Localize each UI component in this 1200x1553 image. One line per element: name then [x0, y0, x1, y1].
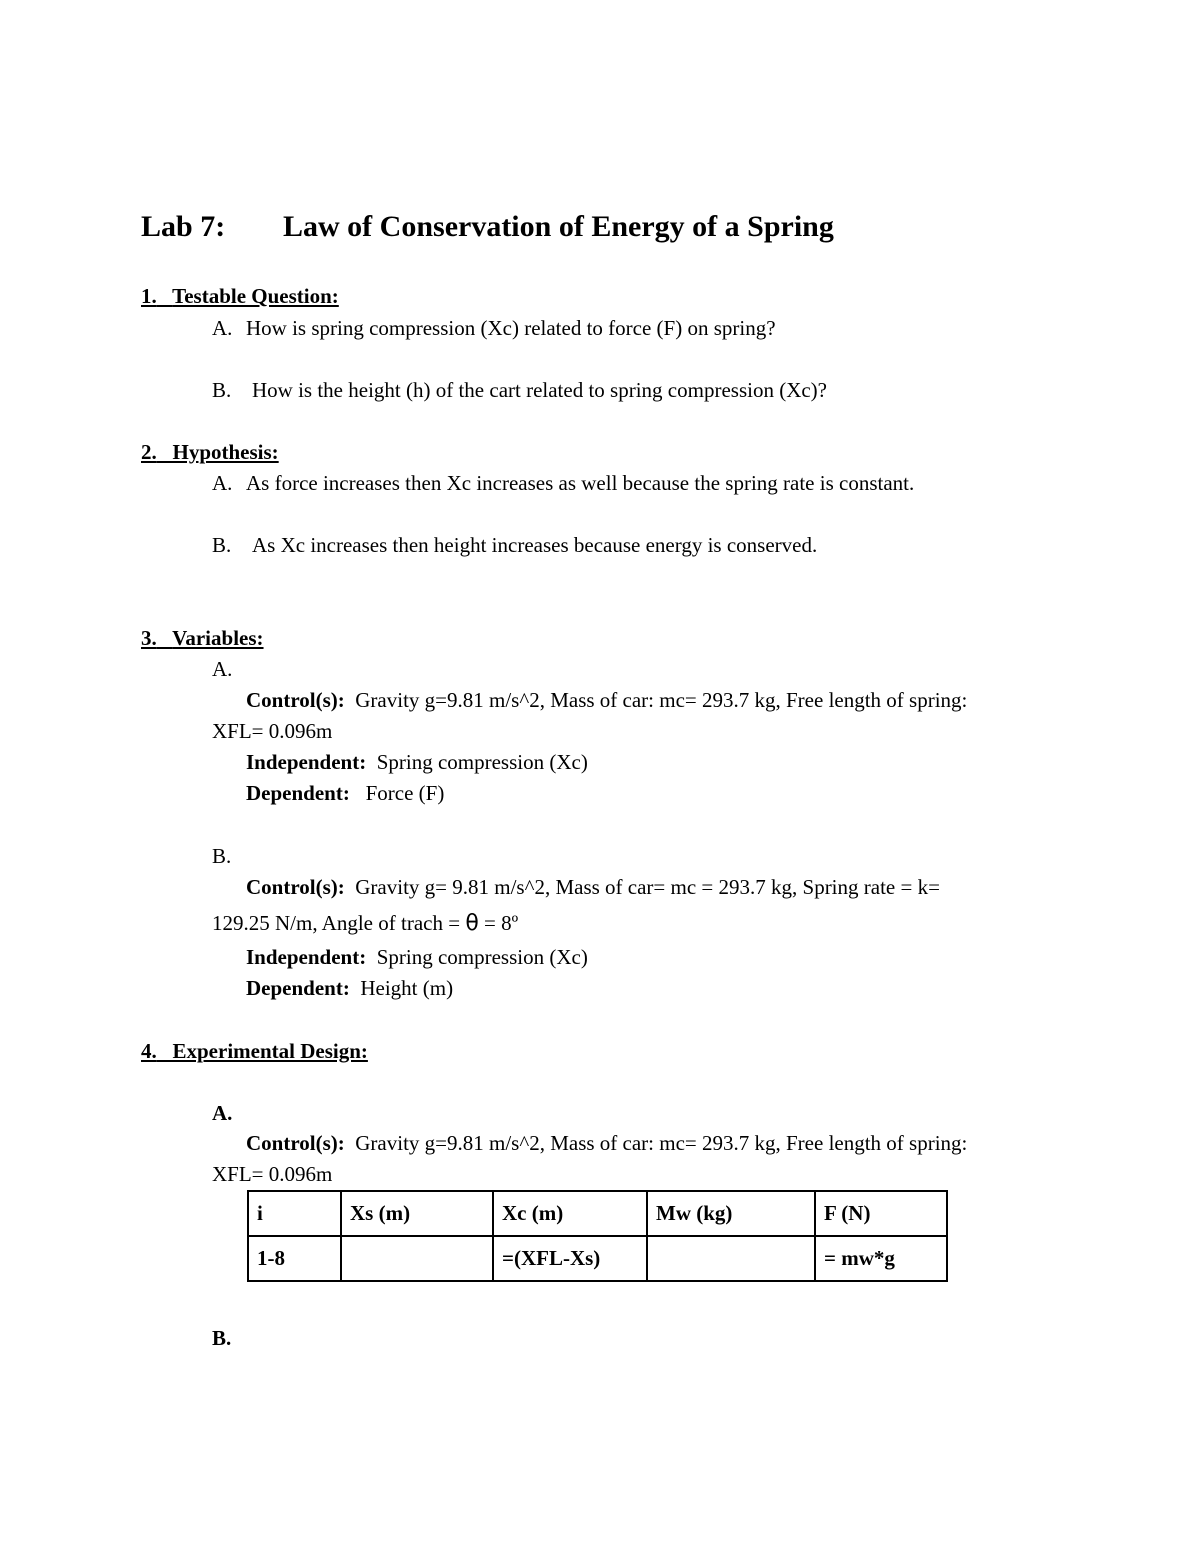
dependent-text: Height (m) — [360, 976, 454, 1000]
section-1-number: 1. — [141, 284, 157, 308]
section-4-number: 4. — [141, 1039, 157, 1063]
variables-b-control — [246, 875, 940, 900]
page-title: Law of Conservation of Energy of a Spring — [283, 210, 834, 243]
hypothesis-a-label: A. — [212, 471, 233, 495]
dependent-label: Dependent: — [246, 781, 350, 805]
question-b-label: B. — [212, 378, 232, 402]
control-text: Gravity g= 9.81 m/s^2, Mass of car= mc = 293.7 kg, Spring rate = k= — [355, 875, 940, 899]
control-label: Control(s): — [246, 688, 345, 712]
design-table — [247, 1190, 948, 1282]
table-cell — [341, 1236, 493, 1281]
dependent-text: Force (F) — [365, 781, 445, 805]
section-1-heading — [141, 284, 339, 309]
control-cont-pre: 129.25 N/m, Angle of trach = — [212, 911, 466, 935]
table-header-cell: Xc (m) — [493, 1191, 647, 1236]
theta-symbol: θ — [465, 911, 479, 936]
design-a-control-cont: XFL= 0.096m — [212, 1162, 333, 1186]
variables-b-dependent — [246, 976, 453, 1001]
question-a-label: A. — [212, 316, 233, 340]
table-cell: = mw*g — [815, 1236, 947, 1281]
table-cell: =(XFL-Xs) — [493, 1236, 647, 1281]
hypothesis-b-text: As Xc increases then height increases because energy is conserved. — [252, 533, 818, 557]
design-a-label: A. — [212, 1101, 233, 1125]
section-3-heading — [141, 626, 264, 651]
section-2-title: Hypothesis: — [172, 440, 279, 464]
independent-text: Spring compression (Xc) — [376, 945, 588, 969]
design-b-label: B. — [212, 1326, 232, 1350]
independent-label: Independent: — [246, 750, 367, 774]
control-cont-post: = 8º — [478, 911, 519, 935]
question-a-text: How is spring compression (Xc) related to force (F) on spring? — [246, 316, 776, 340]
table-cell — [647, 1236, 815, 1281]
hypothesis-a-text: As force increases then Xc increases as well because the spring rate is constant. — [246, 471, 915, 495]
section-4-heading — [141, 1039, 368, 1064]
table-row — [248, 1236, 947, 1281]
variables-a-label: A. — [212, 657, 233, 681]
variables-a-control-cont: XFL= 0.096m — [212, 719, 333, 743]
table-header-row — [248, 1191, 947, 1236]
variables-b-control-cont — [212, 911, 518, 936]
section-2-number: 2. — [141, 440, 157, 464]
independent-label: Independent: — [246, 945, 367, 969]
dependent-label: Dependent: — [246, 976, 350, 1000]
table-header-cell: Xs (m) — [341, 1191, 493, 1236]
control-text: Gravity g=9.81 m/s^2, Mass of car: mc= 293.7 kg, Free length of spring: — [355, 688, 968, 712]
section-1-title: Testable Question: — [172, 284, 339, 308]
control-label: Control(s): — [246, 1131, 345, 1155]
question-b-text: How is the height (h) of the cart related to spring compression (Xc)? — [252, 378, 827, 402]
section-3-title: Variables: — [172, 626, 264, 650]
lab-number: Lab 7: — [141, 210, 226, 243]
variables-b-independent — [246, 945, 588, 970]
independent-text: Spring compression (Xc) — [376, 750, 588, 774]
variables-a-dependent — [246, 781, 444, 806]
control-label: Control(s): — [246, 875, 345, 899]
hypothesis-b-label: B. — [212, 533, 232, 557]
variables-b-label: B. — [212, 844, 232, 868]
control-text: Gravity g=9.81 m/s^2, Mass of car: mc= 293.7 kg, Free length of spring: — [355, 1131, 968, 1155]
section-4-title: Experimental Design: — [172, 1039, 368, 1063]
section-2-heading — [141, 440, 279, 465]
table-cell: 1-8 — [248, 1236, 341, 1281]
design-a-control — [246, 1131, 967, 1156]
table-header-cell: F (N) — [815, 1191, 947, 1236]
variables-a-control — [246, 688, 967, 713]
variables-a-independent — [246, 750, 588, 775]
table-header-cell: Mw (kg) — [647, 1191, 815, 1236]
section-3-number: 3. — [141, 626, 157, 650]
table-header-cell: i — [248, 1191, 341, 1236]
